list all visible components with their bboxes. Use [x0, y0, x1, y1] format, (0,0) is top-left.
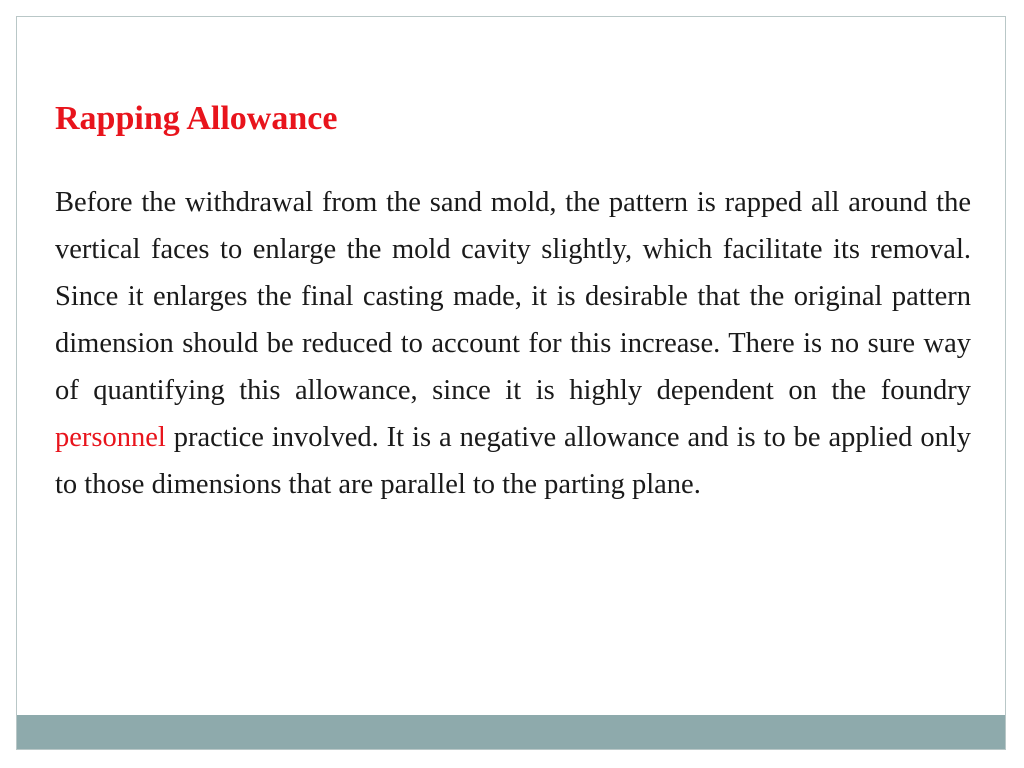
body-text-part-1: Before the withdrawal from the sand mold, the pattern is rapped all around the vertical faces to enlarge the mold cavity slightly, which facilitate its removal. Since it enlarges the final casting made, it is desirable that the original pattern dimension should be reduced to account for this increase. There is no sure way of quantifying this allowance, since it is highly dependent on the foundry	[55, 187, 971, 406]
slide-title: Rapping Allowance	[55, 100, 338, 137]
body-text-part-2: practice involved. It is a negative allowance and is to be applied only to those dimensions that are parallel to the parting plane.	[55, 422, 971, 500]
body-highlight-word: personnel	[55, 422, 166, 453]
slide-body-paragraph	[55, 179, 971, 508]
slide-frame	[16, 16, 1006, 750]
footer-bar	[17, 715, 1005, 749]
